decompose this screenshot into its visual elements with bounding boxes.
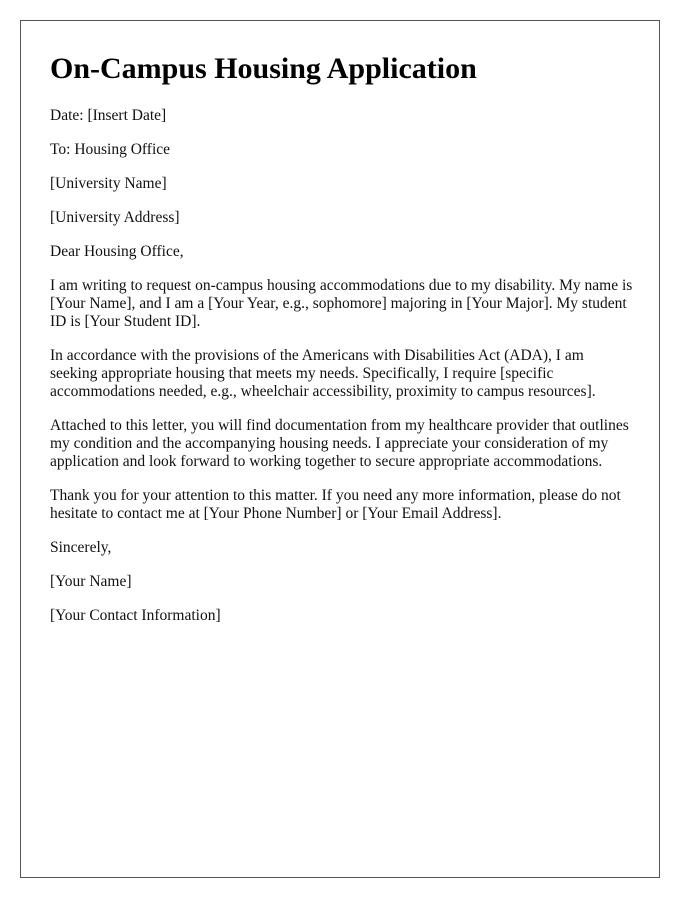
body-paragraph-intro: I am writing to request on-campus housing accommodations due to my disability. My name is [Your Name], and I am a [Your Year, e.g., sophomore] majoring in [Your Major]. My student ID is [Your Student ID].	[50, 277, 633, 330]
salutation: Dear Housing Office,	[50, 243, 184, 260]
contact-info: [Your Contact Information]	[50, 607, 221, 624]
closing: Sincerely,	[50, 539, 112, 556]
letter-title: On-Campus Housing Application	[50, 52, 477, 85]
date-line: Date: [Insert Date]	[50, 107, 167, 124]
signature-name: [Your Name]	[50, 573, 132, 590]
letter-page	[20, 20, 660, 878]
university-name: [University Name]	[50, 175, 167, 192]
university-address: [University Address]	[50, 209, 180, 226]
recipient-line: To: Housing Office	[50, 141, 171, 158]
body-paragraph-ada: In accordance with the provisions of the Americans with Disabilities Act (ADA), I am seeking appropriate housing that meets my needs. Specifically, I require [specific accommodations needed, e.g., wheelchair accessibility, proximity to campus resources].	[50, 347, 596, 400]
body-paragraph-thanks: Thank you for your attention to this matter. If you need any more information, please do not hesitate to contact me at [Your Phone Number] or [Your Email Address].	[50, 487, 621, 522]
letter-content	[50, 51, 634, 641]
body-paragraph-documentation: Attached to this letter, you will find documentation from my healthcare provider that outlines my condition and the accompanying housing needs. I appreciate your consideration of my application and look forward to working together to secure appropriate accommodations.	[50, 417, 629, 470]
